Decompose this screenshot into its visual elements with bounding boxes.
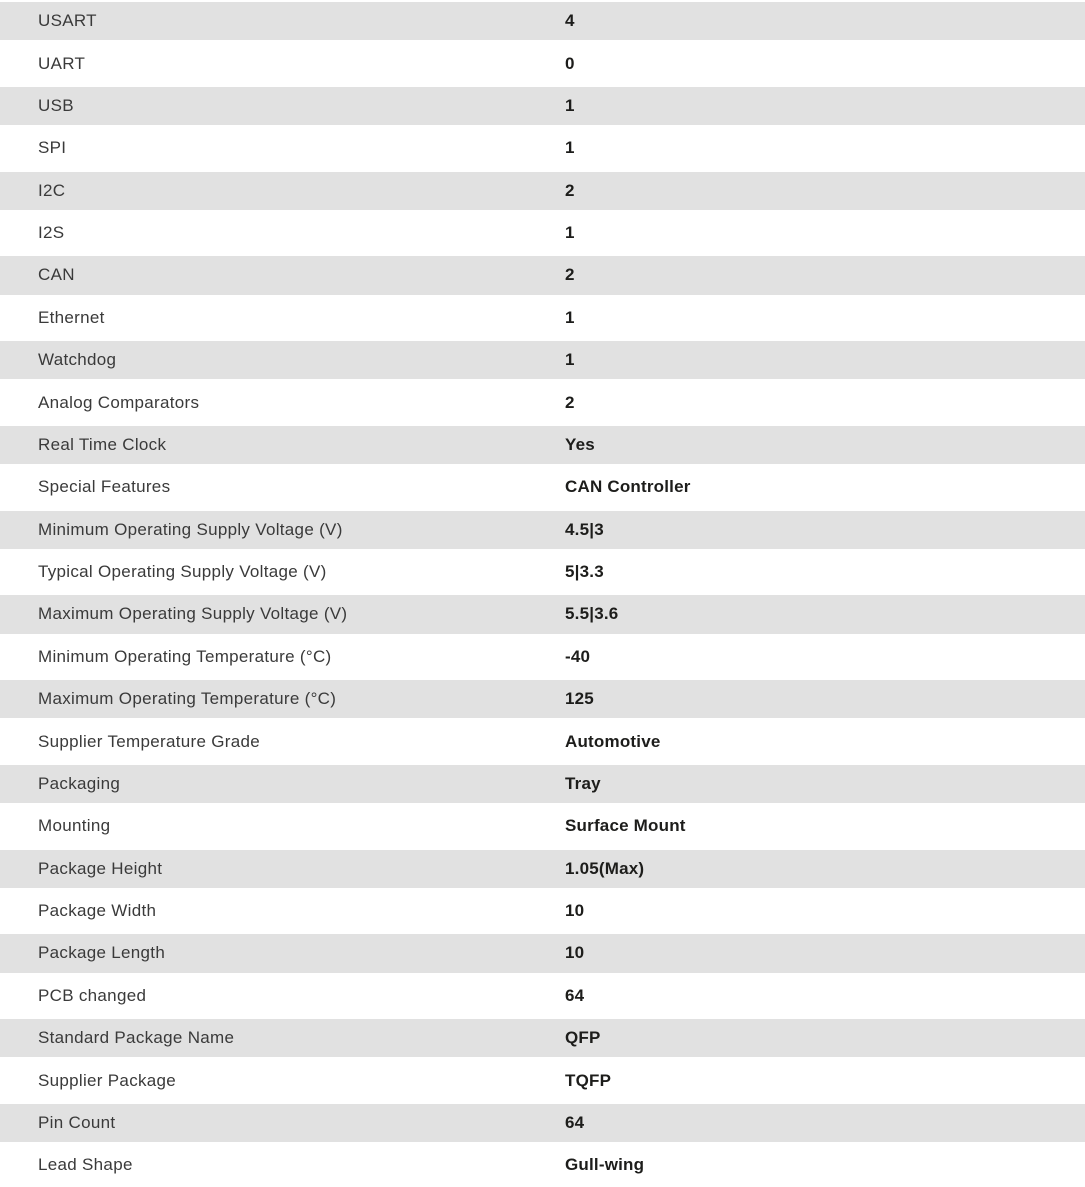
table-row [0,212,1085,254]
table-row [0,932,1085,974]
table-row [0,1017,1085,1059]
spec-value: Automotive [565,731,661,751]
table-row [0,466,1085,508]
spec-label: Real Time Clock [38,434,167,454]
table-row [0,42,1085,84]
spec-label: Maximum Operating Supply Voltage (V) [38,604,348,624]
table-row [0,975,1085,1017]
spec-label: Package Width [38,901,157,921]
table-row [0,593,1085,635]
spec-value: 4.5|3 [565,519,604,539]
spec-label: Packaging [38,773,121,793]
spec-value: 1.05(Max) [565,858,645,878]
spec-value: 1 [565,350,575,370]
table-row [0,763,1085,805]
table-row [0,720,1085,762]
table-row [0,0,1085,42]
spec-label: Analog Comparators [38,392,200,412]
table-row [0,636,1085,678]
spec-label: Package Height [38,858,163,878]
spec-label: UART [38,53,86,73]
spec-value: 2 [565,265,575,285]
spec-label: Maximum Operating Temperature (°C) [38,689,337,709]
spec-value: 1 [565,307,575,327]
spec-value: Surface Mount [565,816,686,836]
spec-value: QFP [565,1028,601,1048]
spec-value: Yes [565,434,595,454]
table-row [0,848,1085,890]
spec-label: PCB changed [38,985,147,1005]
spec-value: -40 [565,646,591,666]
table-row [0,1102,1085,1144]
spec-label: USB [38,95,74,115]
table-row [0,339,1085,381]
spec-value: CAN Controller [565,477,691,497]
spec-label: Lead Shape [38,1155,133,1175]
table-row [0,381,1085,423]
spec-value: 5.5|3.6 [565,604,619,624]
spec-label: Ethernet [38,307,105,327]
spec-label: Mounting [38,816,111,836]
spec-value: 10 [565,901,585,921]
spec-value: 64 [565,985,585,1005]
spec-label: SPI [38,138,67,158]
table-row [0,1144,1085,1186]
table-row [0,254,1085,296]
table-row [0,1059,1085,1101]
spec-label: Standard Package Name [38,1028,235,1048]
table-row [0,127,1085,169]
spec-label: Pin Count [38,1112,116,1132]
spec-value: Tray [565,773,601,793]
spec-label: I2S [38,223,65,243]
spec-label: Special Features [38,477,171,497]
table-row [0,551,1085,593]
spec-label: Minimum Operating Temperature (°C) [38,646,332,666]
table-row [0,890,1085,932]
spec-label: Watchdog [38,350,117,370]
spec-value: 4 [565,11,575,31]
table-row [0,297,1085,339]
spec-value: 2 [565,392,575,412]
spec-value: 10 [565,943,585,963]
spec-label: Supplier Package [38,1070,177,1090]
spec-value: Gull-wing [565,1155,645,1175]
spec-value: 1 [565,138,575,158]
spec-label: I2C [38,180,66,200]
spec-value: 2 [565,180,575,200]
spec-value: 1 [565,95,575,115]
table-row [0,424,1085,466]
spec-value: 125 [565,689,594,709]
table-row [0,805,1085,847]
table-row [0,85,1085,127]
spec-value: TQFP [565,1070,612,1090]
spec-label: Supplier Temperature Grade [38,731,260,751]
table-row [0,170,1085,212]
table-row [0,678,1085,720]
spec-value: 0 [565,53,575,73]
spec-label: Minimum Operating Supply Voltage (V) [38,519,343,539]
spec-label: CAN [38,265,75,285]
spec-label: USART [38,11,97,31]
spec-value: 64 [565,1112,585,1132]
spec-label: Typical Operating Supply Voltage (V) [38,562,327,582]
spec-value: 1 [565,223,575,243]
table-row [0,509,1085,551]
spec-label: Package Length [38,943,166,963]
spec-value: 5|3.3 [565,562,604,582]
